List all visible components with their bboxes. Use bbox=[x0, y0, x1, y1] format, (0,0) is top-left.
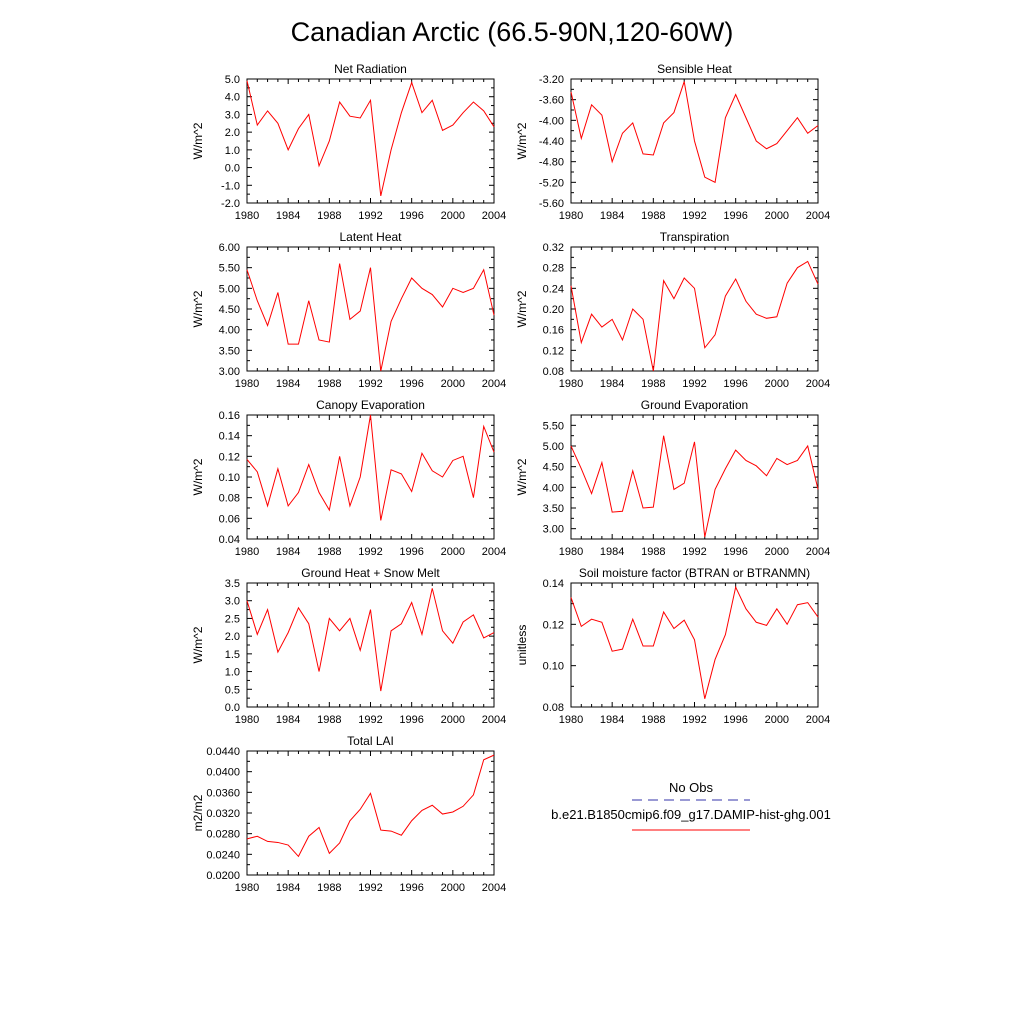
y-tick-label: -2.0 bbox=[221, 198, 240, 210]
y-tick-label: 0.0280 bbox=[206, 828, 240, 841]
x-tick-label: 1996 bbox=[723, 714, 748, 726]
panel-title: Total LAI bbox=[347, 734, 394, 748]
y-tick-label: 3.00 bbox=[218, 366, 240, 378]
x-tick-label: 1988 bbox=[641, 210, 666, 222]
y-tick-label: 5.00 bbox=[542, 441, 564, 453]
x-tick-label: 1980 bbox=[234, 378, 260, 390]
y-axis-label: W/m^2 bbox=[515, 290, 529, 328]
y-tick-label: 0.20 bbox=[542, 304, 564, 316]
y-tick-label: 0.06 bbox=[218, 513, 240, 526]
y-tick-label: -3.20 bbox=[538, 74, 564, 86]
x-tick-label: 2004 bbox=[805, 210, 831, 222]
y-axis-label: unitless bbox=[515, 624, 529, 666]
y-tick-label: 0.12 bbox=[218, 451, 240, 464]
x-tick-label: 1992 bbox=[358, 378, 383, 390]
x-tick-label: 1984 bbox=[275, 210, 301, 222]
panel-title: Net Radiation bbox=[334, 62, 407, 76]
y-tick-label: 2.0 bbox=[224, 127, 240, 140]
y-tick-label: 0.0240 bbox=[206, 849, 240, 862]
panel-title: Soil moisture factor (BTRAN or BTRANMN) bbox=[578, 566, 811, 580]
x-tick-label: 2000 bbox=[440, 714, 466, 726]
y-tick-label: 5.00 bbox=[218, 283, 240, 296]
x-tick-label: 1992 bbox=[682, 714, 707, 726]
y-tick-label: 4.00 bbox=[218, 324, 240, 337]
y-tick-label: 2.5 bbox=[224, 613, 240, 626]
y-tick-label: 0.16 bbox=[218, 410, 240, 422]
x-tick-label: 1996 bbox=[399, 882, 424, 894]
x-tick-label: 1992 bbox=[358, 210, 383, 222]
x-tick-label: 1984 bbox=[599, 378, 625, 390]
panel-title: Ground Heat + Snow Melt bbox=[301, 566, 440, 580]
x-tick-label: 1984 bbox=[275, 714, 301, 726]
y-axis-label: W/m^2 bbox=[191, 458, 205, 496]
y-tick-label: 0.10 bbox=[542, 660, 564, 673]
y-tick-label: 0.12 bbox=[542, 345, 564, 358]
x-tick-label: 1980 bbox=[234, 210, 260, 222]
figure-title: Canadian Arctic (66.5-90N,120-60W) bbox=[290, 17, 734, 47]
y-tick-label: -4.00 bbox=[538, 115, 564, 128]
x-tick-label: 1992 bbox=[682, 210, 707, 222]
x-tick-label: 2000 bbox=[440, 378, 466, 390]
x-tick-label: 1980 bbox=[234, 546, 260, 558]
y-tick-label: -5.20 bbox=[538, 177, 564, 190]
x-tick-label: 1984 bbox=[275, 546, 301, 558]
x-tick-label: 1996 bbox=[399, 210, 424, 222]
y-tick-label: 1.5 bbox=[224, 648, 240, 661]
y-axis-label: W/m^2 bbox=[515, 458, 529, 496]
y-tick-label: 3.5 bbox=[224, 578, 240, 590]
x-tick-label: 1984 bbox=[275, 378, 301, 390]
x-tick-label: 1988 bbox=[641, 378, 666, 390]
y-axis-label: W/m^2 bbox=[191, 290, 205, 328]
x-tick-label: 1988 bbox=[317, 882, 342, 894]
y-tick-label: 1.0 bbox=[224, 144, 240, 157]
x-tick-label: 1980 bbox=[234, 714, 260, 726]
y-tick-label: 0.08 bbox=[542, 366, 564, 378]
y-tick-label: -4.40 bbox=[538, 136, 564, 148]
panel-title: Sensible Heat bbox=[657, 62, 732, 76]
y-tick-label: -4.80 bbox=[538, 156, 564, 169]
x-tick-label: 1988 bbox=[317, 210, 342, 222]
x-tick-label: 2000 bbox=[764, 714, 790, 726]
x-tick-label: 1988 bbox=[317, 378, 342, 390]
x-tick-label: 2004 bbox=[481, 882, 507, 894]
x-tick-label: 2004 bbox=[805, 378, 831, 390]
x-tick-label: 2000 bbox=[440, 882, 466, 894]
y-tick-label: 0.12 bbox=[542, 619, 564, 632]
x-tick-label: 1992 bbox=[358, 714, 383, 726]
x-tick-label: 1992 bbox=[682, 378, 707, 390]
legend-obs-label: No Obs bbox=[668, 780, 714, 795]
y-tick-label: 0.08 bbox=[542, 702, 564, 714]
y-tick-label: 4.50 bbox=[542, 461, 564, 474]
panel-title: Ground Evaporation bbox=[640, 398, 749, 412]
y-tick-label: 0.16 bbox=[542, 324, 564, 337]
y-tick-label: 0.0320 bbox=[206, 808, 240, 820]
x-tick-label: 1996 bbox=[399, 378, 424, 390]
y-tick-label: 3.0 bbox=[224, 109, 240, 122]
x-tick-label: 1984 bbox=[599, 546, 625, 558]
x-tick-label: 1980 bbox=[558, 546, 584, 558]
x-tick-label: 2004 bbox=[481, 546, 507, 558]
x-tick-label: 1984 bbox=[599, 210, 625, 222]
x-tick-label: 1980 bbox=[234, 882, 260, 894]
x-tick-label: 1992 bbox=[358, 882, 383, 894]
x-tick-label: 1988 bbox=[317, 546, 342, 558]
x-tick-label: 2004 bbox=[805, 546, 831, 558]
x-tick-label: 1996 bbox=[399, 714, 424, 726]
y-tick-label: 5.50 bbox=[218, 262, 240, 275]
y-tick-label: 3.50 bbox=[542, 503, 564, 515]
x-tick-label: 1980 bbox=[558, 210, 584, 222]
panel-title: Latent Heat bbox=[339, 230, 402, 244]
y-tick-label: 0.28 bbox=[542, 262, 564, 275]
y-tick-label: 4.50 bbox=[218, 304, 240, 316]
y-tick-label: 0.0360 bbox=[206, 787, 240, 800]
y-tick-label: 3.00 bbox=[542, 523, 564, 536]
x-tick-label: 1992 bbox=[358, 546, 383, 558]
x-tick-label: 1984 bbox=[599, 714, 625, 726]
y-tick-label: 5.50 bbox=[542, 420, 564, 433]
x-tick-label: 2004 bbox=[805, 714, 831, 726]
y-tick-label: 0.32 bbox=[542, 242, 564, 254]
x-tick-label: 1996 bbox=[399, 546, 424, 558]
y-axis-label: W/m^2 bbox=[191, 626, 205, 664]
x-tick-label: 1980 bbox=[558, 378, 584, 390]
x-tick-label: 2000 bbox=[764, 378, 790, 390]
x-tick-label: 2000 bbox=[440, 546, 466, 558]
x-tick-label: 1988 bbox=[317, 714, 342, 726]
y-tick-label: 1.0 bbox=[224, 666, 240, 679]
x-tick-label: 1996 bbox=[723, 378, 748, 390]
y-tick-label: -5.60 bbox=[538, 198, 564, 210]
x-tick-label: 2004 bbox=[481, 714, 507, 726]
y-tick-label: 0.14 bbox=[218, 430, 240, 443]
y-tick-label: 0.0440 bbox=[206, 746, 240, 758]
y-tick-label: -1.0 bbox=[221, 180, 240, 193]
y-tick-label: 0.0 bbox=[224, 702, 240, 714]
y-tick-label: 0.08 bbox=[218, 492, 240, 505]
x-tick-label: 2000 bbox=[440, 210, 466, 222]
y-tick-label: 4.0 bbox=[224, 91, 240, 104]
y-tick-label: 0.0400 bbox=[206, 766, 240, 779]
y-tick-label: 6.00 bbox=[218, 242, 240, 254]
x-tick-label: 1988 bbox=[641, 714, 666, 726]
panel-title: Transpiration bbox=[659, 230, 730, 244]
panel-title: Canopy Evaporation bbox=[316, 398, 425, 412]
x-tick-label: 2004 bbox=[481, 210, 507, 222]
x-tick-label: 1996 bbox=[723, 546, 748, 558]
y-tick-label: 0.04 bbox=[218, 534, 240, 546]
y-tick-label: 4.00 bbox=[542, 482, 564, 495]
x-tick-label: 1988 bbox=[641, 546, 666, 558]
legend-model-label: b.e21.B1850cmip6.f09_g17.DAMIP-hist-ghg.001 bbox=[551, 807, 831, 822]
x-tick-label: 1984 bbox=[275, 882, 301, 894]
y-tick-label: -3.60 bbox=[538, 94, 564, 107]
y-tick-label: 5.0 bbox=[224, 74, 240, 86]
y-tick-label: 0.10 bbox=[218, 472, 240, 484]
x-tick-label: 2004 bbox=[481, 378, 507, 390]
y-tick-label: 0.14 bbox=[542, 578, 564, 590]
y-tick-label: 2.0 bbox=[224, 631, 240, 644]
y-axis-label: W/m^2 bbox=[515, 122, 529, 160]
x-tick-label: 1980 bbox=[558, 714, 584, 726]
y-tick-label: 3.0 bbox=[224, 595, 240, 608]
y-axis-label: W/m^2 bbox=[191, 122, 205, 160]
y-tick-label: 0.24 bbox=[542, 283, 564, 296]
y-tick-label: 0.5 bbox=[224, 684, 240, 697]
y-tick-label: 0.0 bbox=[224, 162, 240, 175]
y-axis-label: m2/m2 bbox=[191, 794, 205, 832]
x-tick-label: 1992 bbox=[682, 546, 707, 558]
y-tick-label: 3.50 bbox=[218, 345, 240, 358]
x-tick-label: 2000 bbox=[764, 210, 790, 222]
x-tick-label: 1996 bbox=[723, 210, 748, 222]
y-tick-label: 0.0200 bbox=[206, 870, 240, 882]
x-tick-label: 2000 bbox=[764, 546, 790, 558]
